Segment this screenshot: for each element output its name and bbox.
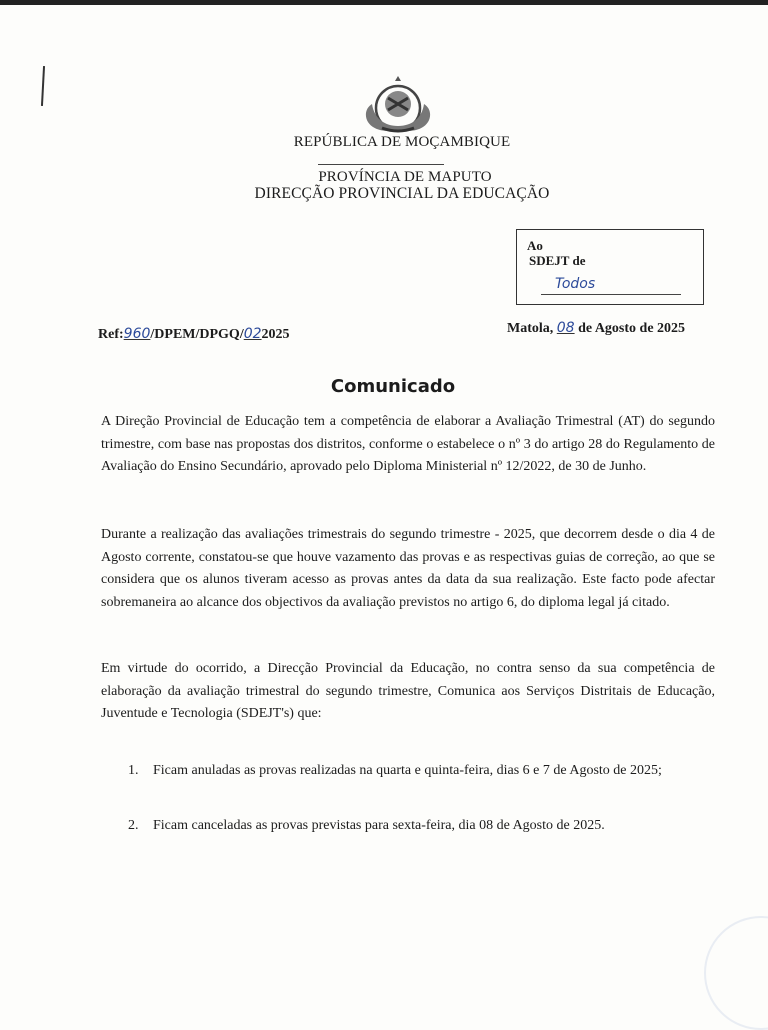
recipient-sdejt: SDEJT de xyxy=(529,253,586,268)
recipient-box xyxy=(516,229,704,305)
reference-code: /DPEM/DPGQ/ xyxy=(150,327,244,342)
scan-top-edge xyxy=(0,0,768,5)
header-province: PROVÍNCIA DE MAPUTO xyxy=(318,169,492,185)
list-item xyxy=(128,763,662,779)
list-item-text: Ficam canceladas as provas previstas para sexta-feira, dia 08 de Agosto de 2025. xyxy=(153,818,605,833)
recipient-handwritten: Todos xyxy=(555,276,596,292)
reference-month: 02 xyxy=(243,326,262,342)
header-republic: REPÚBLICA DE MOÇAMBIQUE xyxy=(293,134,511,150)
document-title: Comunicado xyxy=(330,376,456,397)
recipient-ao: Ao xyxy=(527,238,543,253)
reference-line xyxy=(98,326,290,343)
recipient-underline xyxy=(541,294,681,295)
reference-year: 2025 xyxy=(261,327,290,342)
coat-of-arms-icon xyxy=(358,74,438,136)
list-item-text: Ficam anuladas as provas realizadas na quarta e quinta-feira, dias 6 e 7 de Agosto de 2025; xyxy=(153,763,662,778)
paragraph-1: A Direção Provincial de Educação tem a competência de elaborar a Avaliação Trimestral (AT) do segundo trimestre, com base nas propostas dos distritos, conforme o estabelece o nº 3 do artigo 28 do Regulamento de Avaliação do Ensino Secundário, aprovado pelo Diploma Ministerial nº 12/2022, de 30 de Junho. xyxy=(101,414,715,475)
list-item-number: 1. xyxy=(128,763,139,778)
date-day: 08 xyxy=(556,320,575,336)
paragraph-3: Em virtude do ocorrido, a Direcção Provincial da Educação, no contra senso da sua competência de elaboração da avaliação trimestral do segundo trimestre, Comunica aos Serviços Distritais de Educação, Juventude e Tecnologia (SDEJT's) que: xyxy=(101,661,715,722)
header-divider xyxy=(318,164,444,165)
margin-pen-mark xyxy=(41,66,45,106)
header-directorate: DIRECÇÃO PROVINCIAL DA EDUCAÇÃO xyxy=(254,185,550,202)
paragraph-2: Durante a realização das avaliações trimestrais do segundo trimestre - 2025, que decorrem desde o dia 4 de Agosto corrente, constatou-se que houve vazamento das provas e as respectivas guias de correção, ao que se considera que os alunos tiveram acesso as provas antes da data da sua realização. Este facto pode afectar sobremaneira ao alcance dos objectivos da avaliação previstos no artigo 6, do diploma legal já citado. xyxy=(101,527,715,611)
date-place: Matola, xyxy=(507,321,554,336)
reference-number: 960 xyxy=(123,326,151,342)
list-item-number: 2. xyxy=(128,818,139,833)
reference-prefix: Ref: xyxy=(98,327,124,342)
faded-stamp-icon xyxy=(704,916,768,1030)
date-line xyxy=(507,320,685,337)
date-rest: de Agosto de 2025 xyxy=(578,321,686,336)
list-item xyxy=(128,818,605,834)
